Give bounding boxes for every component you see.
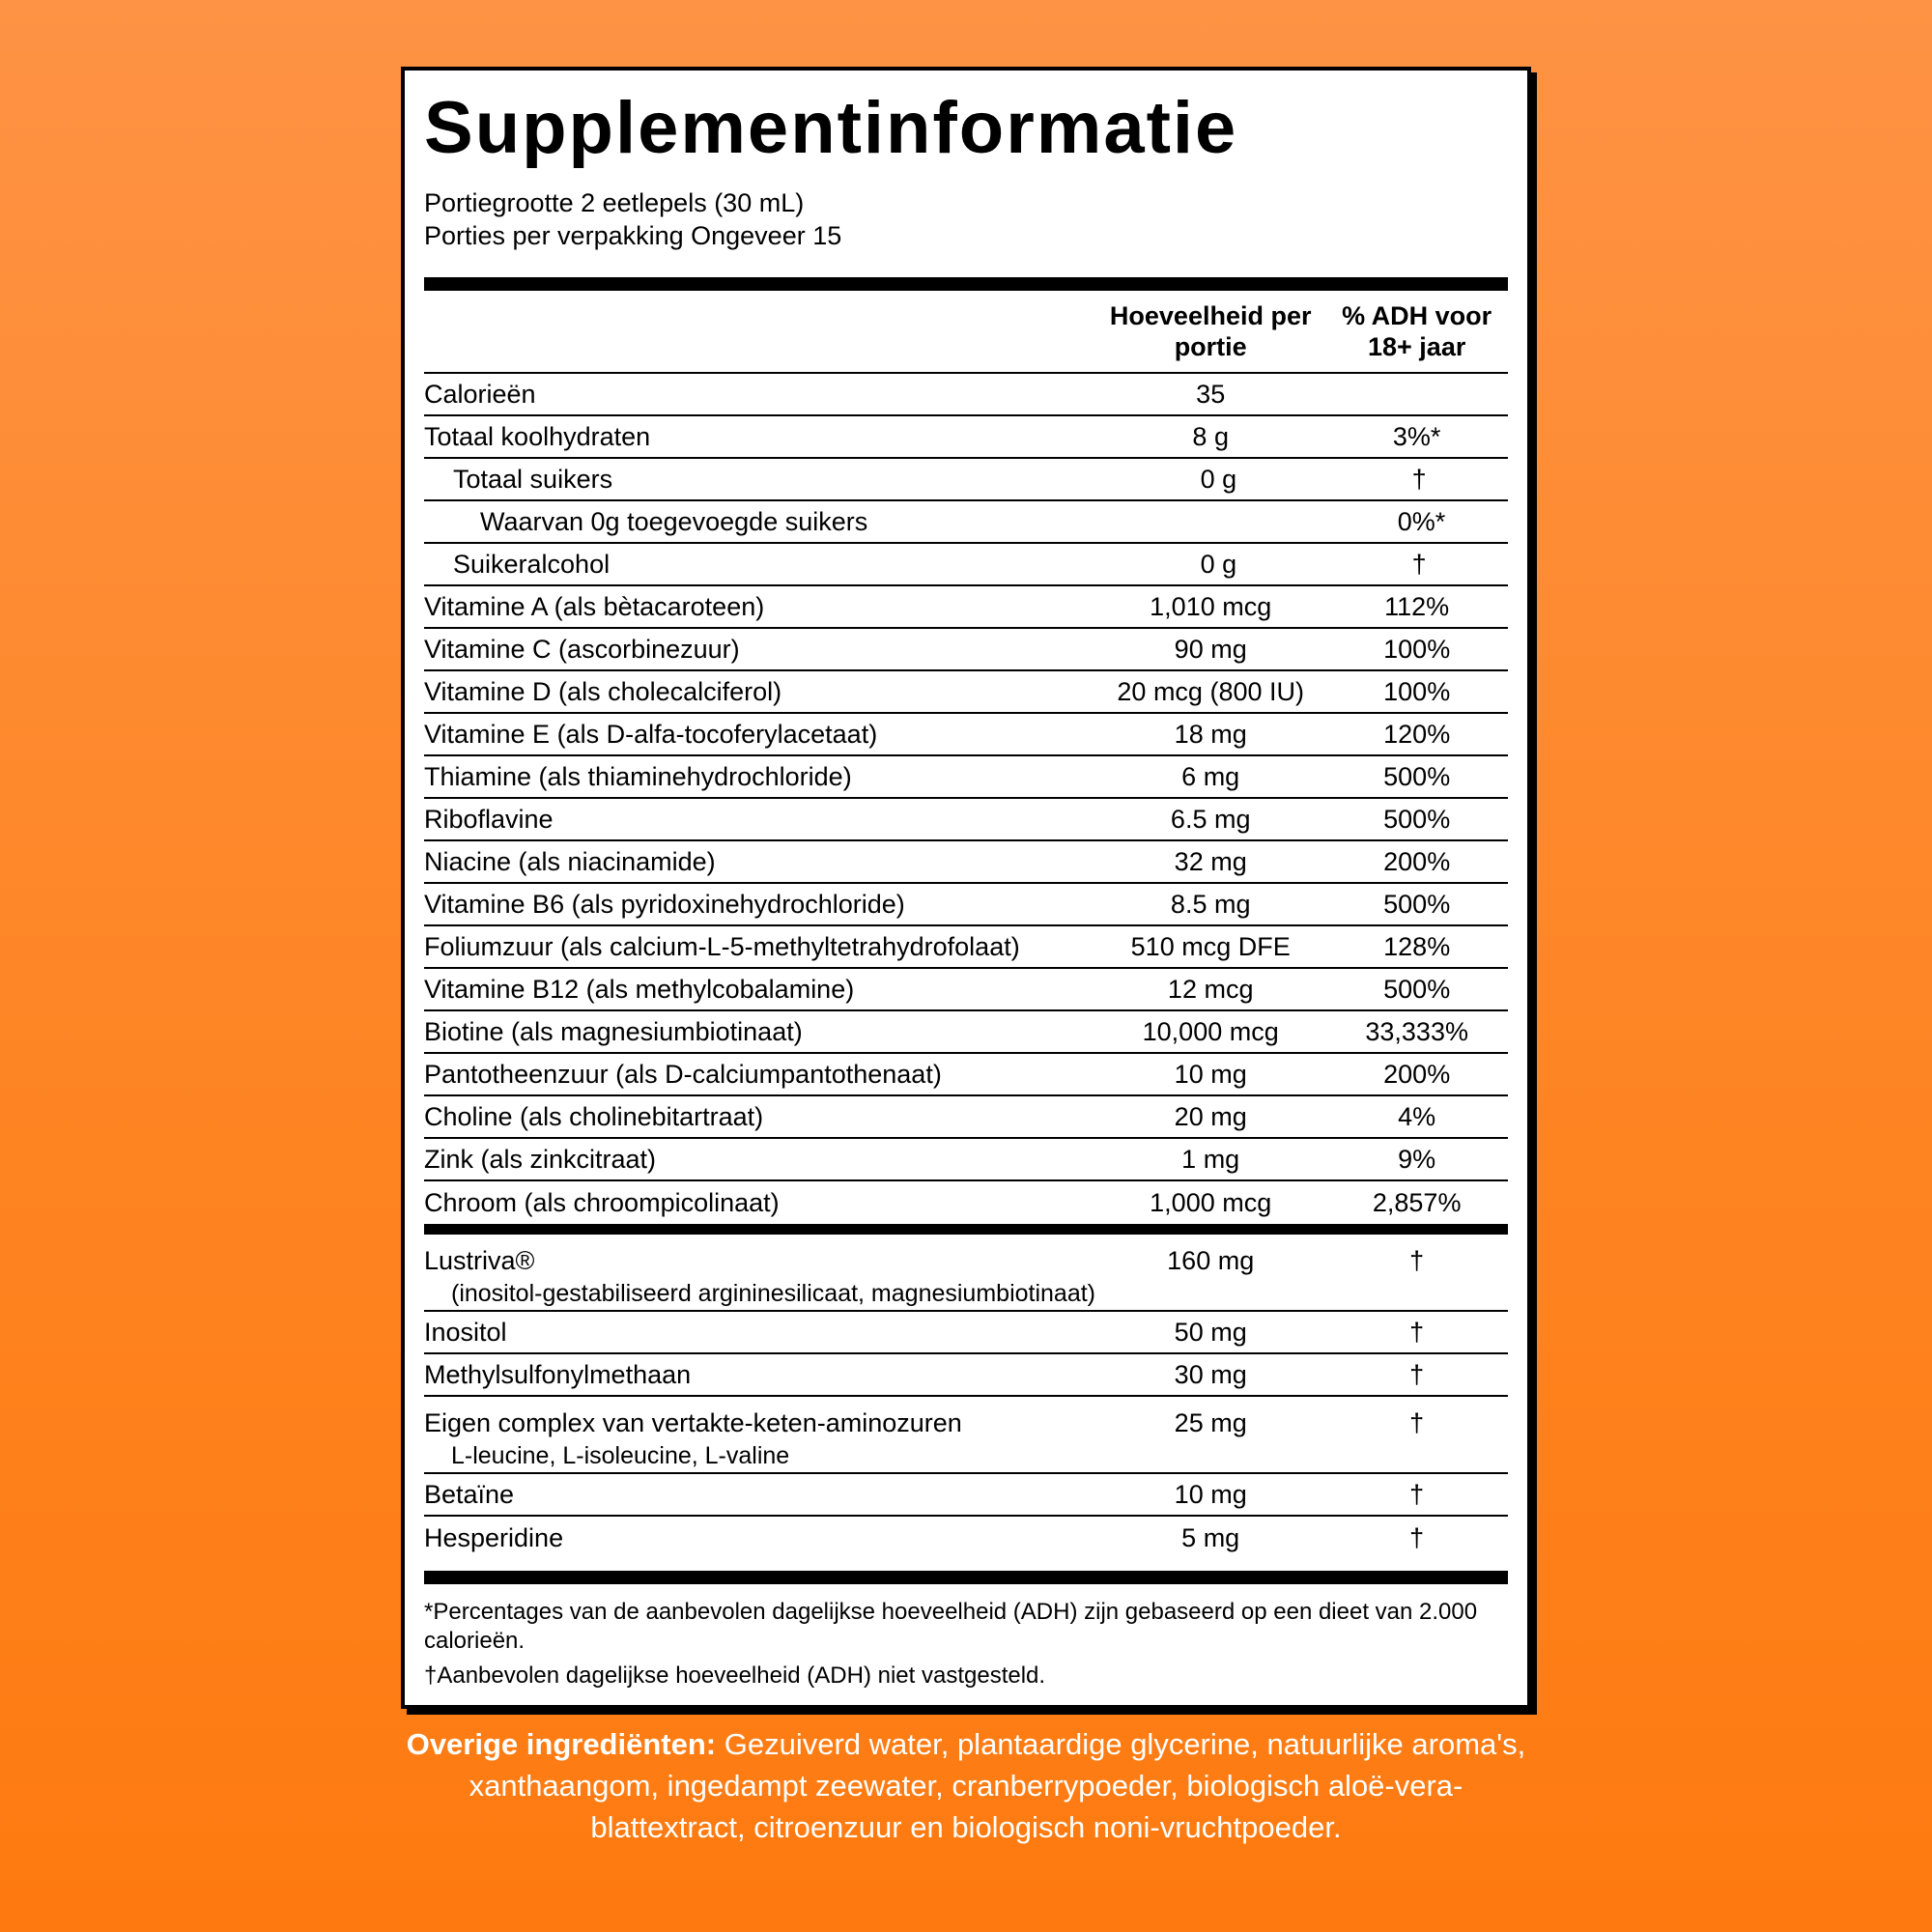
nutrient-amount: 10 mg — [1174, 1059, 1247, 1089]
nutrient-amount: 1,010 mcg — [1150, 591, 1272, 621]
nutrient-name: Choline (als cholinebitartraat) — [424, 1101, 764, 1131]
panel-title: Supplementinformatie — [424, 87, 1238, 169]
nutrient-dv: 9% — [1398, 1144, 1436, 1174]
nutrient-dv: 100% — [1383, 676, 1451, 706]
nutrient-amount: 20 mg — [1174, 1101, 1247, 1131]
nutrient-name: Foliumzuur (als calcium-L-5-methyltetrahydrofolaat) — [424, 931, 1020, 961]
blend-name: Methylsulfonylmethaan — [424, 1359, 692, 1389]
nutrient-amount: 32 mg — [1174, 846, 1247, 876]
nutrient-name: Vitamine E (als D-alfa-tocoferylacetaat) — [424, 719, 878, 749]
divider-medium — [424, 1224, 1508, 1235]
table-row — [424, 459, 1508, 501]
nutrient-dv: 500% — [1383, 804, 1451, 834]
nutrient-dv: 3%* — [1392, 421, 1441, 451]
nutrient-name: Vitamine D (als cholecalciferol) — [424, 676, 782, 706]
table-row — [424, 1235, 1508, 1312]
table-row — [424, 629, 1508, 671]
table-row — [424, 1517, 1508, 1559]
nutrient-amount: 0 g — [1200, 464, 1237, 494]
table-row — [424, 586, 1508, 629]
nutrient-amount: 8 g — [1192, 421, 1229, 451]
other-ingredients-label: Overige ingrediënten: — [406, 1727, 717, 1761]
header-amount: Hoeveelheid per portie — [1109, 301, 1312, 361]
servings-per-container: Porties per verpakking Ongeveer 15 — [424, 221, 842, 250]
divider-thick — [424, 277, 1508, 291]
table-row — [424, 969, 1508, 1011]
table-row — [424, 671, 1508, 714]
blend-amount: 25 mg — [1174, 1408, 1247, 1437]
nutrient-name: Vitamine C (ascorbinezuur) — [424, 634, 740, 664]
blend-amount: 160 mg — [1167, 1246, 1255, 1275]
serving-info — [424, 186, 1508, 252]
nutrient-name: Biotine (als magnesiumbiotinaat) — [424, 1016, 803, 1046]
nutrient-dv: † — [1411, 549, 1427, 579]
table-row — [424, 1011, 1508, 1054]
blend-dv: † — [1409, 1479, 1425, 1509]
nutrient-amount: 20 mcg (800 IU) — [1117, 676, 1304, 706]
table-row — [424, 544, 1508, 586]
blend-name: Inositol — [424, 1317, 507, 1347]
nutrient-dv: 200% — [1383, 1059, 1451, 1089]
blend-dv: † — [1409, 1246, 1425, 1275]
blend-title: Lustriva® — [424, 1246, 535, 1275]
blend-amount: 5 mg — [1181, 1522, 1240, 1552]
nutrient-amount: 8.5 mg — [1170, 889, 1251, 919]
nutrient-name: Chroom (als chroompicolinaat) — [424, 1187, 780, 1217]
blend-name — [424, 1244, 1095, 1310]
nutrient-amount: 90 mg — [1174, 634, 1247, 664]
nutrient-name: Vitamine B12 (als methylcobalamine) — [424, 974, 855, 1004]
table-row — [424, 374, 1508, 416]
nutrient-amount: 35 — [1196, 379, 1226, 409]
nutrient-dv: 500% — [1383, 974, 1451, 1004]
nutrient-name: Vitamine A (als bètacaroteen) — [424, 591, 765, 621]
table-row — [424, 884, 1508, 926]
blend-dv: † — [1409, 1522, 1425, 1552]
other-ingredients-text: Gezuiverd water, plantaardige glycerine, natuurlijke aroma's, xanthaangom, ingedampt zeewater, cranberrypoeder, biologisch aloë-vera-blattextract, citroenzuur en biologisch noni-vruchtpoeder. — [469, 1727, 1526, 1844]
table-row — [424, 1474, 1508, 1517]
nutrient-dv: 100% — [1383, 634, 1451, 664]
nutrient-name: Suikeralcohol — [453, 549, 611, 579]
nutrient-amount: 6 mg — [1181, 761, 1240, 791]
nutrient-dv: 128% — [1383, 931, 1451, 961]
nutrient-dv: 500% — [1383, 761, 1451, 791]
nutrient-amount: 18 mg — [1174, 719, 1247, 749]
supplement-facts-panel — [401, 67, 1531, 1709]
table-row — [424, 714, 1508, 756]
nutrient-dv: 2,857% — [1372, 1187, 1462, 1217]
serving-size: Portiegrootte 2 eetlepels (30 mL) — [424, 188, 805, 217]
nutrient-name: Waarvan 0g toegevoegde suikers — [480, 506, 868, 536]
blend-amount: 30 mg — [1174, 1359, 1247, 1389]
nutrient-name: Totaal suikers — [453, 464, 613, 494]
nutrient-name: Thiamine (als thiaminehydrochloride) — [424, 761, 852, 791]
blend-name: Hesperidine — [424, 1522, 564, 1552]
table-row — [424, 799, 1508, 841]
footnote-dagger: †Aanbevolen dagelijkse hoeveelheid (ADH) niet vastgesteld. — [424, 1662, 1046, 1689]
nutrient-name: Vitamine B6 (als pyridoxinehydrochloride) — [424, 889, 905, 919]
nutrient-amount: 1,000 mcg — [1150, 1187, 1272, 1217]
nutrient-name: Niacine (als niacinamide) — [424, 846, 716, 876]
nutrient-amount: 6.5 mg — [1170, 804, 1251, 834]
supplement-facts-content — [424, 71, 1508, 1690]
header-dv: % ADH voor 18+ jaar — [1342, 301, 1492, 361]
table-row — [424, 501, 1508, 544]
nutrient-dv: 4% — [1398, 1101, 1436, 1131]
blend-name — [424, 1406, 1095, 1472]
nutrient-dv: 200% — [1383, 846, 1451, 876]
table-row — [424, 1139, 1508, 1181]
table-row — [424, 1096, 1508, 1139]
nutrient-amount: 0 g — [1200, 549, 1237, 579]
table-row — [424, 1397, 1508, 1474]
blend-amount: 10 mg — [1174, 1479, 1247, 1509]
table-header — [424, 291, 1508, 374]
table-row — [424, 1181, 1508, 1224]
table-row — [424, 1312, 1508, 1354]
blend-table — [424, 1235, 1508, 1559]
nutrient-dv: 500% — [1383, 889, 1451, 919]
blend-title: Eigen complex van vertakte-keten-aminozuren — [424, 1408, 962, 1437]
nutrient-amount: 12 mcg — [1167, 974, 1254, 1004]
other-ingredients — [401, 1723, 1531, 1848]
nutrient-name: Zink (als zinkcitraat) — [424, 1144, 657, 1174]
table-row — [424, 756, 1508, 799]
nutrient-name: Totaal koolhydraten — [424, 421, 651, 451]
footnote-star: *Percentages van de aanbevolen dagelijkse hoeveelheid (ADH) zijn gebaseerd op een dieet van 2.000 calorieën. — [424, 1599, 1478, 1654]
nutrient-amount: 1 mg — [1181, 1144, 1240, 1174]
nutrient-dv: † — [1411, 464, 1427, 494]
blend-name: Betaïne — [424, 1479, 515, 1509]
blend-dv: † — [1409, 1408, 1425, 1437]
nutrient-amount: 10,000 mcg — [1142, 1016, 1279, 1046]
nutrient-table — [424, 374, 1508, 1224]
table-row — [424, 1054, 1508, 1096]
nutrient-name: Calorieën — [424, 379, 536, 409]
divider-thick — [424, 1571, 1508, 1584]
nutrient-dv: 0%* — [1397, 506, 1446, 536]
blend-dv: † — [1409, 1317, 1425, 1347]
blend-subtext: (inositol-gestabiliseerd argininesilicaat, magnesiumbiotinaat) — [451, 1280, 1096, 1307]
nutrient-amount: 510 mcg DFE — [1130, 931, 1291, 961]
table-row — [424, 416, 1508, 459]
nutrient-dv: 112% — [1384, 591, 1450, 621]
nutrient-dv: 33,333% — [1365, 1016, 1468, 1046]
nutrient-name: Riboflavine — [424, 804, 554, 834]
nutrient-name: Pantotheenzuur (als D-calciumpantothenaat) — [424, 1059, 942, 1089]
blend-subtext: L-leucine, L-isoleucine, L-valine — [451, 1442, 790, 1469]
blend-dv: † — [1409, 1359, 1425, 1389]
table-row — [424, 841, 1508, 884]
blend-amount: 50 mg — [1174, 1317, 1247, 1347]
table-row — [424, 1354, 1508, 1397]
table-row — [424, 926, 1508, 969]
nutrient-dv: 120% — [1383, 719, 1451, 749]
